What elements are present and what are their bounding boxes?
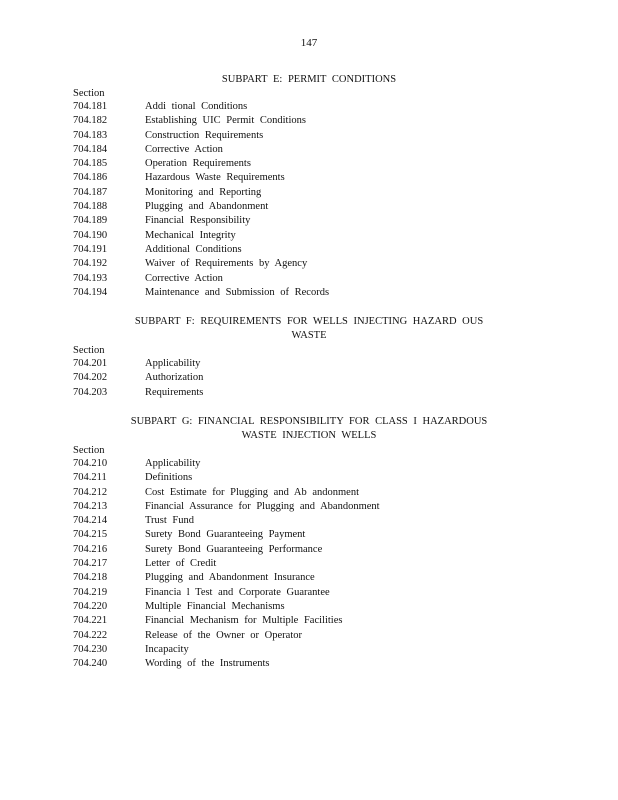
section-title: Construction Requirements — [145, 129, 264, 141]
section-entry — [73, 100, 553, 114]
subpart-e-entries — [73, 100, 553, 300]
section-entry — [73, 629, 553, 643]
subpart-g-section-label: Section — [73, 445, 105, 456]
section-entry — [73, 614, 553, 628]
section-title: Incapacity — [145, 643, 189, 655]
section-number: 704.210 — [73, 458, 108, 469]
section-title: Definitions — [145, 472, 193, 484]
section-entry — [73, 272, 553, 286]
section-title: Mechanical Integrity — [145, 229, 236, 241]
section-title: Surety Bond Guaranteeing Payment — [145, 529, 306, 541]
section-number: 704.220 — [73, 600, 108, 612]
section-number: 704.217 — [73, 558, 108, 570]
section-title: Waiver of Requirements by Agency — [145, 258, 308, 270]
section-entry — [73, 657, 553, 671]
section-number: 704.183 — [73, 129, 108, 141]
section-entry — [73, 243, 553, 257]
section-title: Financial Mechanism for Multiple Facilities — [145, 615, 343, 627]
section-number: 704.185 — [73, 158, 108, 170]
section-title: Maintenance and Submission of Records — [145, 286, 330, 298]
section-number: 704.187 — [73, 186, 108, 198]
section-entry — [73, 643, 553, 657]
section-title: Addi tional Conditions — [145, 101, 248, 112]
section-number: 704.240 — [73, 658, 108, 670]
section-title: Financia l Test and Corporate Guarantee — [145, 586, 330, 598]
section-entry — [73, 528, 553, 542]
section-entry — [73, 171, 553, 185]
section-title: Requirements — [145, 386, 204, 398]
section-title: Operation Requirements — [145, 158, 251, 170]
section-entry — [73, 286, 553, 300]
section-number: 704.214 — [73, 515, 108, 527]
section-number: 704.186 — [73, 172, 108, 184]
section-number: 704.221 — [73, 615, 108, 627]
subpart-f-heading — [0, 315, 618, 344]
section-title: Cost Estimate for Plugging and Ab andonment — [145, 486, 359, 498]
section-number: 704.189 — [73, 215, 108, 227]
section-entry — [73, 229, 553, 243]
section-entry — [73, 214, 553, 228]
section-number: 704.211 — [73, 472, 107, 484]
section-entry — [73, 543, 553, 557]
section-number: 704.212 — [73, 486, 108, 498]
section-title: Financial Responsibility — [145, 215, 251, 227]
section-title: Surety Bond Guaranteeing Performance — [145, 543, 323, 555]
section-number: 704.191 — [73, 243, 108, 255]
section-entry — [73, 471, 553, 485]
subpart-g-heading-line2: WASTE INJECTION WELLS — [241, 430, 377, 442]
section-number: 704.222 — [73, 629, 108, 641]
section-entry — [73, 586, 553, 600]
section-entry — [73, 514, 553, 528]
section-entry — [73, 571, 553, 585]
subpart-f-heading-line1: SUBPART F: REQUIREMENTS FOR WELLS INJECTING HAZARD OUS — [134, 316, 484, 327]
section-number: 704.218 — [73, 572, 108, 584]
section-number: 704.182 — [73, 115, 108, 127]
subpart-g-entries — [73, 457, 553, 671]
page-number: 147 — [300, 37, 318, 49]
section-title: Applicability — [145, 358, 201, 369]
section-title: Release of the Owner or Operator — [145, 629, 302, 641]
section-entry — [73, 129, 553, 143]
section-number: 704.201 — [73, 358, 108, 369]
section-title: Corrective Action — [145, 143, 223, 155]
section-title: Letter of Credit — [145, 558, 217, 570]
section-entry — [73, 357, 553, 371]
section-number: 704.202 — [73, 372, 108, 384]
subpart-f-entries — [73, 357, 553, 400]
section-title: Trust Fund — [145, 515, 195, 527]
section-title: Authorization — [145, 372, 204, 384]
section-title: Additional Conditions — [145, 243, 242, 255]
section-number: 704.184 — [73, 143, 108, 155]
section-number: 704.194 — [73, 286, 108, 298]
subpart-f-section-label: Section — [73, 345, 105, 356]
section-number: 704.181 — [73, 101, 108, 112]
section-title: Corrective Action — [145, 272, 223, 284]
section-title: Applicability — [145, 458, 201, 469]
section-entry — [73, 114, 553, 128]
section-title: Financial Assurance for Plugging and Abandonment — [145, 500, 380, 512]
section-number: 704.193 — [73, 272, 108, 284]
section-entry — [73, 200, 553, 214]
section-number: 704.215 — [73, 529, 108, 541]
section-number: 704.188 — [73, 201, 108, 213]
section-entry — [73, 257, 553, 271]
section-number: 704.230 — [73, 643, 108, 655]
section-title: Establishing UIC Permit Conditions — [145, 115, 306, 127]
subpart-e-heading: SUBPART E: PERMIT CONDITIONS — [221, 74, 397, 85]
section-title: Plugging and Abandonment Insurance — [145, 572, 315, 584]
subpart-f-heading-line2: WASTE — [291, 330, 327, 342]
section-title: Plugging and Abandonment — [145, 201, 269, 213]
section-entry — [73, 186, 553, 200]
section-number: 704.203 — [73, 386, 108, 398]
section-entry — [73, 457, 553, 471]
section-entry — [73, 371, 553, 385]
subpart-g-heading — [0, 415, 618, 444]
section-entry — [73, 486, 553, 500]
section-number: 704.213 — [73, 500, 108, 512]
section-number: 704.219 — [73, 586, 108, 598]
subpart-g-heading-line1: SUBPART G: FINANCIAL RESPONSIBILITY FOR CLASS I HAZARDOUS — [130, 416, 488, 427]
section-number: 704.216 — [73, 543, 108, 555]
section-entry — [73, 600, 553, 614]
section-entry — [73, 500, 553, 514]
section-entry — [73, 143, 553, 157]
section-entry — [73, 157, 553, 171]
section-title: Hazardous Waste Requirements — [145, 172, 285, 184]
subpart-e-section-label: Section — [73, 88, 105, 99]
section-entry — [73, 386, 553, 400]
section-number: 704.190 — [73, 229, 108, 241]
section-entry — [73, 557, 553, 571]
section-number: 704.192 — [73, 258, 108, 270]
section-title: Wording of the Instruments — [145, 658, 270, 670]
section-title: Multiple Financial Mechanisms — [145, 600, 285, 612]
section-title: Monitoring and Reporting — [145, 186, 262, 198]
